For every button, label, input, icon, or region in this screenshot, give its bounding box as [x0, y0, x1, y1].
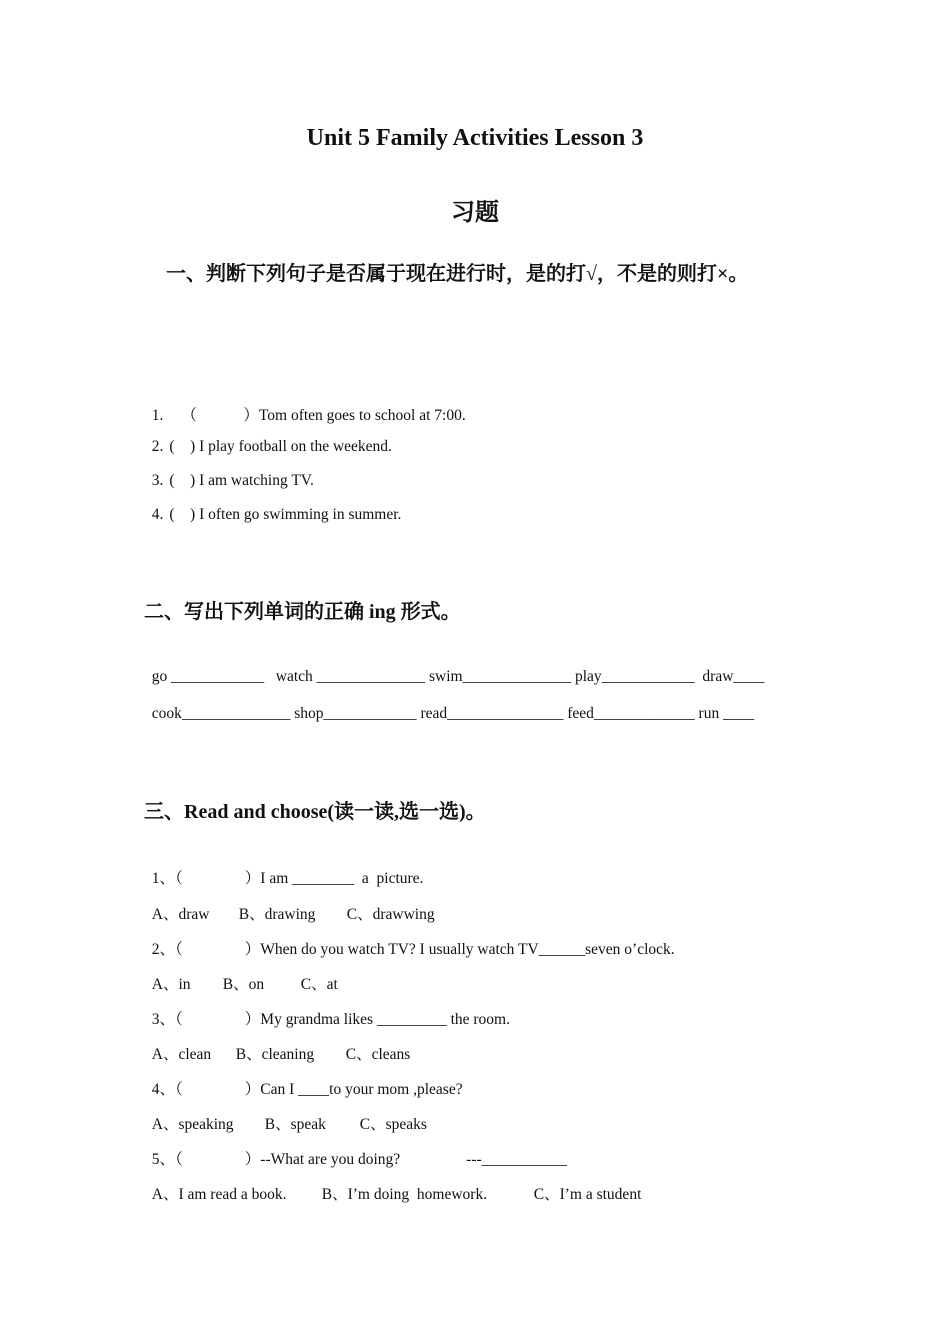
answer-blank: ---___________ [466, 1151, 567, 1168]
question-text: Can I ____to your mom ,please? [260, 1081, 463, 1098]
question [144, 1129, 567, 1169]
answer-paren: （ ） [175, 1151, 261, 1168]
item-text: Tom often goes to school at 7:00. [258, 407, 466, 424]
option: B、speak [264, 1116, 326, 1133]
question-number: 4、 [151, 1081, 176, 1098]
option: A、in [151, 976, 191, 993]
answer-paren: ( ) [169, 506, 196, 523]
option: B、I’m doing homework. [321, 1186, 488, 1203]
word-blank: play____________ [574, 668, 695, 685]
item-number: 3. [151, 472, 164, 489]
word-blank: read_______________ [420, 705, 564, 722]
word-blank: draw____ [702, 668, 765, 685]
question [144, 919, 675, 959]
question-text: --What are you doing? [260, 1151, 401, 1168]
option: A、draw [151, 906, 210, 923]
options [144, 1164, 641, 1204]
word-blank: cook______________ [151, 705, 291, 722]
answer-paren: （ ） [181, 407, 259, 424]
option: A、I am read a book. [151, 1186, 287, 1203]
word-blank: go ____________ [151, 668, 265, 685]
page-subtitle: 习题 [451, 200, 499, 226]
option: C、drawwing [346, 906, 435, 923]
option: A、speaking [151, 1116, 234, 1133]
answer-paren: ( ) [169, 438, 196, 455]
question [144, 989, 510, 1029]
answer-paren: （ ） [175, 870, 261, 887]
option: C、speaks [359, 1116, 427, 1133]
question-number: 2、 [151, 941, 176, 958]
option: A、clean [151, 1046, 212, 1063]
options [144, 1094, 427, 1134]
section3-heading: 三、Read and choose(读一读,选一选)。 [144, 801, 486, 823]
answer-paren: （ ） [175, 941, 261, 958]
list-item [144, 420, 392, 456]
option: C、I’m a student [533, 1186, 642, 1203]
option: C、at [300, 976, 338, 993]
word-blank: feed_____________ [567, 705, 695, 722]
item-number: 1. [151, 407, 164, 424]
options [144, 884, 435, 924]
question [144, 848, 423, 888]
question [144, 1059, 463, 1099]
word-blank: watch ______________ [275, 668, 426, 685]
question-number: 3、 [151, 1011, 176, 1028]
options [144, 1024, 410, 1064]
option: B、cleaning [235, 1046, 315, 1063]
word-row-1 [144, 650, 764, 686]
section2-heading: 二、写出下列单词的正确 ing 形式。 [144, 601, 461, 623]
word-blank: shop____________ [294, 705, 417, 722]
list-item [144, 385, 466, 425]
question-text: When do you watch TV? I usually watch TV______seven o’clock. [260, 941, 675, 958]
answer-paren: ( ) [169, 472, 196, 489]
item-text: I often go swimming in summer. [199, 506, 402, 523]
item-text: I am watching TV. [199, 472, 314, 489]
options [144, 954, 338, 994]
word-blank: swim______________ [429, 668, 572, 685]
item-text: I play football on the weekend. [199, 438, 392, 455]
list-item [144, 454, 314, 490]
answer-paren: （ ） [175, 1081, 261, 1098]
item-number: 2. [151, 438, 164, 455]
page-title: Unit 5 Family Activities Lesson 3 [306, 125, 644, 151]
option: C、cleans [345, 1046, 411, 1063]
question-number: 1、 [151, 870, 176, 887]
question-number: 5、 [151, 1151, 176, 1168]
word-blank: run ____ [698, 705, 755, 722]
word-row-2 [144, 687, 754, 723]
answer-paren: （ ） [175, 1011, 261, 1028]
option: B、on [222, 976, 265, 993]
list-item [144, 488, 401, 524]
item-number: 4. [151, 506, 164, 523]
option: B、drawing [238, 906, 316, 923]
question-text: My grandma likes _________ the room. [260, 1011, 510, 1028]
question-text: I am ________ a picture. [260, 870, 424, 887]
section1-heading: 一、判断下列句子是否属于现在进行时，是的打√，不是的则打×。 [166, 263, 749, 285]
